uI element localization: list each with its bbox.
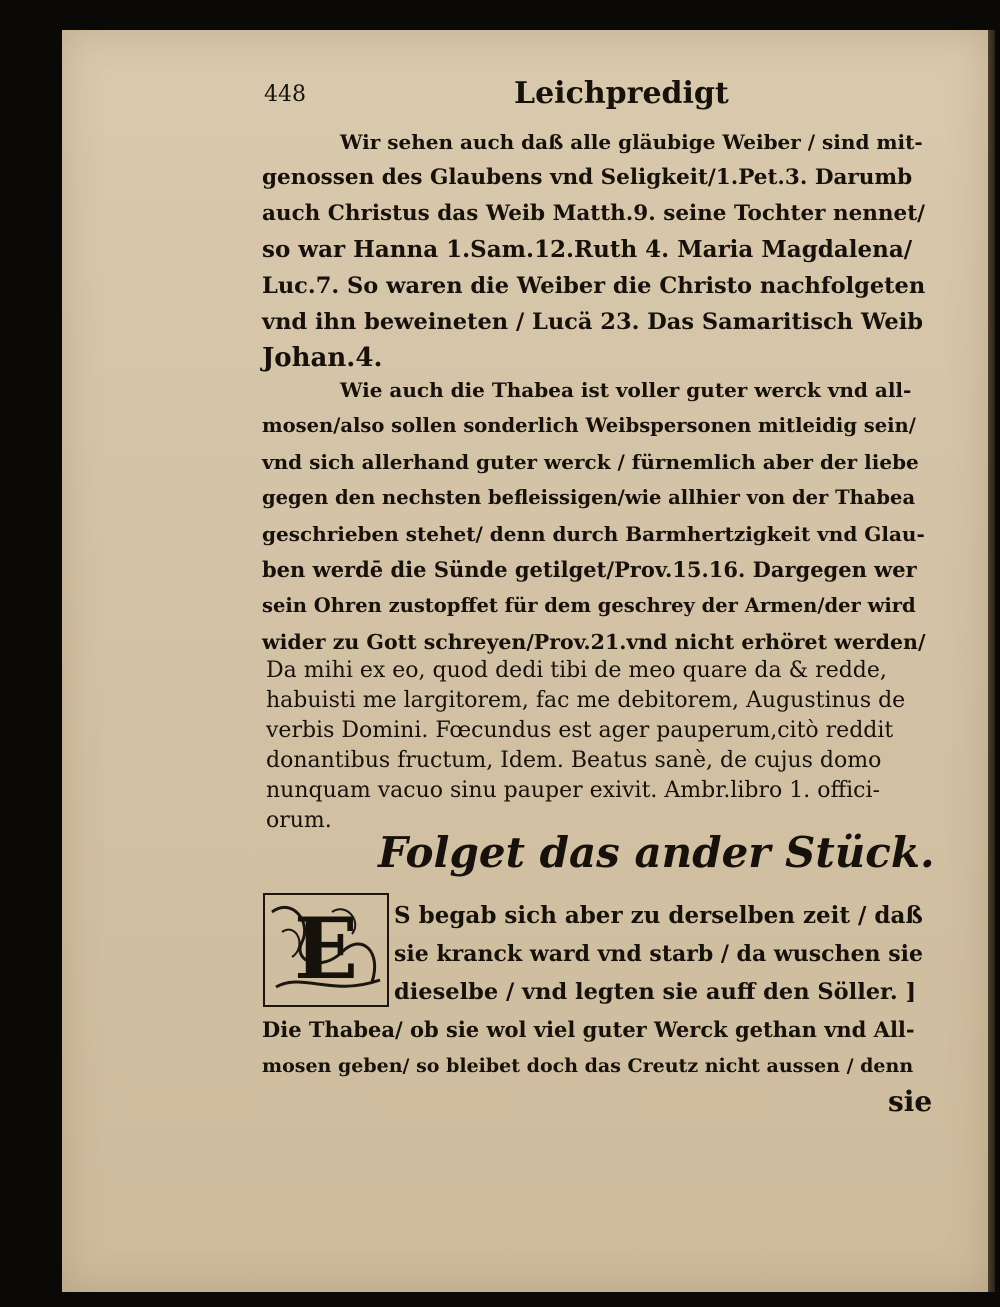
latin-line: verbis Domini. Fœcundus est ager pauperum,citò reddit <box>266 718 894 743</box>
text-line: Wie auch die Thabea ist voller guter werck vnd all- <box>340 378 912 402</box>
text-line: mosen/also sollen sonderlich Weibspersonen mitleidig sein/ <box>262 414 916 437</box>
text-line: ben werdē die Sünde getilget/Prov.15.16. Dargegen wer <box>262 557 917 582</box>
running-title: Leichpredigt <box>514 76 729 111</box>
text-line: vnd ihn beweineten / Lucä 23. Das Samaritisch Weib <box>262 309 924 335</box>
text-line: auch Christus das Weib Matth.9. seine Tochter nennet/ <box>262 201 926 226</box>
latin-line: orum. <box>266 808 332 833</box>
latin-line: habuisti me largitorem, fac me debitorem, Augustinus de <box>266 688 906 713</box>
decorated-initial-icon <box>262 892 390 1008</box>
text-line: Johan.4. <box>262 343 383 373</box>
latin-line: Da mihi ex eo, quod dedi tibi de meo quare da & redde, <box>266 658 887 683</box>
text-line: sie kranck ward vnd starb / da wuschen sie <box>394 941 923 967</box>
latin-line: donantibus fructum, Idem. Beatus sanè, de cujus domo <box>266 748 882 773</box>
text-line: wider zu Gott schreyen/Prov.21.vnd nicht erhöret werden/ <box>262 630 926 654</box>
text-line: Die Thabea/ ob sie wol viel guter Werck gethan vnd All- <box>262 1017 915 1042</box>
text-line: S begab sich aber zu derselben zeit / daß <box>394 902 923 929</box>
text-line: Wir sehen auch daß alle gläubige Weiber / sind mit- <box>340 130 923 154</box>
text-line: gegen den nechsten befleissigen/wie allhier von der Thabea <box>262 486 916 509</box>
text-line: genossen des Glaubens vnd Seligkeit/1.Pet.3. Darumb <box>262 165 913 190</box>
section-heading: Folget das ander Stück. <box>378 828 935 877</box>
text-line: mosen geben/ so bleibet doch das Creutz nicht aussen / denn <box>262 1055 914 1077</box>
page-header <box>264 76 924 118</box>
text-line: so war Hanna 1.Sam.12.Ruth 4. Maria Magdalena/ <box>262 236 913 263</box>
initial-letter: E <box>293 899 359 998</box>
latin-line: nunquam vacuo sinu pauper exivit. Ambr.libro 1. offici- <box>266 778 880 803</box>
catchword: sie <box>888 1085 933 1118</box>
text-line: Luc.7. So waren die Weiber die Christo nachfolgeten <box>262 273 926 299</box>
text-line: sein Ohren zustopffet für dem geschrey der Armen/der wird <box>262 594 916 617</box>
text-line: geschrieben stehet/ denn durch Barmhertzigkeit vnd Glau- <box>262 522 925 546</box>
page-number: 448 <box>264 82 306 107</box>
text-line: dieselbe / vnd legten sie auff den Söller. ] <box>394 979 917 1005</box>
text-line: vnd sich allerhand guter werck / fürnemlich aber der liebe <box>262 450 919 474</box>
